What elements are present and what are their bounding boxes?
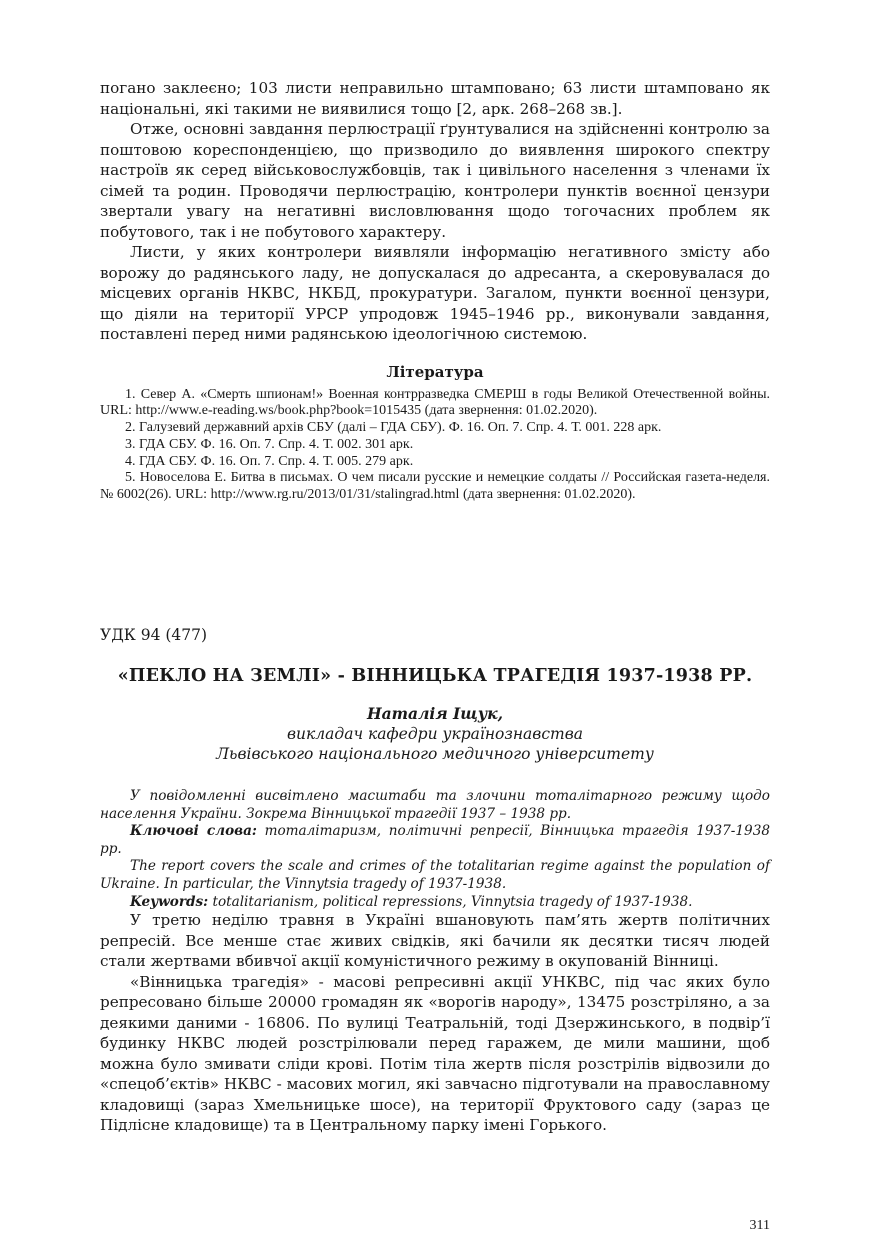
reference-item: 2. Галузевий державний архів СБУ (далі – ГДА СБУ). Ф. 16. Оп. 7. Спр. 4. Т. 001. 228 арк. xyxy=(125,420,662,436)
abstract-block xyxy=(100,788,770,911)
top-section xyxy=(100,78,770,345)
page-content xyxy=(100,78,770,1233)
abstract-ua: У повідомленні висвітлено масштаби та злочини тоталітарного режиму щодо населення України. Зокрема Вінницької трагедії 1937 – 1938 рр. xyxy=(100,788,770,822)
paragraph-perlustration: Отже, основні завдання перлюстрації ґрунтувалися на здійсненні контролю за поштовою кореспонденцією, що призводило до виявлення широкого спектру настроїв як серед військовослужбовців, так і цивільного населення з членами їх сімей та родин. Проводячи перлюстрацію, контролери пунктів воєнної цензури звертали увагу на негативні висловлювання щодо тогочасних проблем як побутового, так і не побутового характеру. xyxy=(100,120,770,241)
author-block xyxy=(100,704,770,764)
page-number: 311 xyxy=(749,1218,770,1233)
paragraph-continuation: погано заклеєно; 103 листи неправильно штамповано; 63 листи штамповано як національні, які такими не виявилися тощо [2, арк. 268–268 зв.]. xyxy=(100,79,770,118)
udk-code: УДК 94 (477) xyxy=(100,626,208,644)
reference-item: 3. ГДА СБУ. Ф. 16. Оп. 7. Спр. 4. Т. 002. 301 арк. xyxy=(125,436,414,452)
body-paragraph-intro: У третю неділю травня в Україні вшановують пам’ять жертв політичних репресій. Все менше стає живих свідків, які бачили як десятки тисяч людей стали жертвами вбивчої акції комуністичного режиму в окупованій Вінниці. xyxy=(100,911,770,970)
body-paragraph-tragedy: «Вінницька трагедія» - масові репресивні акції УНКВС, під час яких було репресовано більше 20000 громадян як «ворогів народу», 13475 розстріляно, а за деякими даними - 16806. По вулиці Театральній, тоді Дзержинського, в подвір’ї будинку НКВС людей розстрілювали перед гаражем, де мили машини, щоб можна було змивати сліди крові. Потім тіла жертв після розстрілів відвозили до «спецоб’єктів» НКВС - масових могил, які завчасно підготували на православному кладовищі (зараз Хмельницьке шосе), на території Фруктового саду (зараз це Підлісне кладовище) та в Центральному парку імені Горького. xyxy=(100,972,770,1134)
literature-heading: Література xyxy=(386,362,484,381)
author-name: Наталія Іщук, xyxy=(366,704,504,723)
keywords-ua-label: Ключові слова: xyxy=(130,823,257,840)
author-affiliation: Львівського національного медичного університету xyxy=(216,745,654,763)
keywords-ua xyxy=(100,823,770,858)
article-body xyxy=(100,910,770,1136)
reference-item: 4. ГДА СБУ. Ф. 16. Оп. 7. Спр. 4. Т. 005. 279 арк. xyxy=(125,453,414,469)
keywords-en-label: Keywords: xyxy=(130,893,209,910)
reference-item: 5. Новоселова Е. Битва в письмах. О чем писали русские и немецкие солдаты // Российская газета-неделя. № 6002(26). URL: http://www.rg.ru/2013/01/31/stalingrad.html (дата звернення: 01.02.2020). xyxy=(100,470,770,503)
literature-list xyxy=(100,387,770,505)
keywords-en-text: totalitarianism, political repressions, Vinnytsia tragedy of 1937-1938. xyxy=(208,893,693,910)
paragraph-letters: Листи, у яких контролери виявляли інформацію негативного змісту або ворожу до радянського ладу, не допускалася до адресанта, а скеровувалася до місцевих органів НКВС, НКБД, прокуратури. Загалом, пункти воєнної цензури, що діяли на території УРСР упродовж 1945–1946 рр., виконували завдання, поставлені перед ними радянською ідеологічною системою. xyxy=(100,243,770,343)
keywords-ua-text: тоталітаризм, політичні репресії, Вінницька трагедія 1937-1938 рр. xyxy=(100,823,770,857)
keywords-en xyxy=(100,894,770,912)
author-position: викладач кафедри українознавства xyxy=(287,725,583,743)
article-title: «ПЕКЛО НА ЗЕМЛІ» - ВІННИЦЬКА ТРАГЕДІЯ 1937-1938 РР. xyxy=(117,666,753,686)
abstract-en: The report covers the scale and crimes of the totalitarian regime against the population of Ukraine. In particular, the Vinnytsia tragedy of 1937-1938. xyxy=(100,858,770,892)
reference-item: 1. Север А. «Смерть шпионам!» Военная контрразведка СМЕРШ в годы Великой Отечественной войны. URL: http://www.e-reading.ws/book.php?book=1015435 (дата звернення: 01.02.2020). xyxy=(100,386,770,419)
